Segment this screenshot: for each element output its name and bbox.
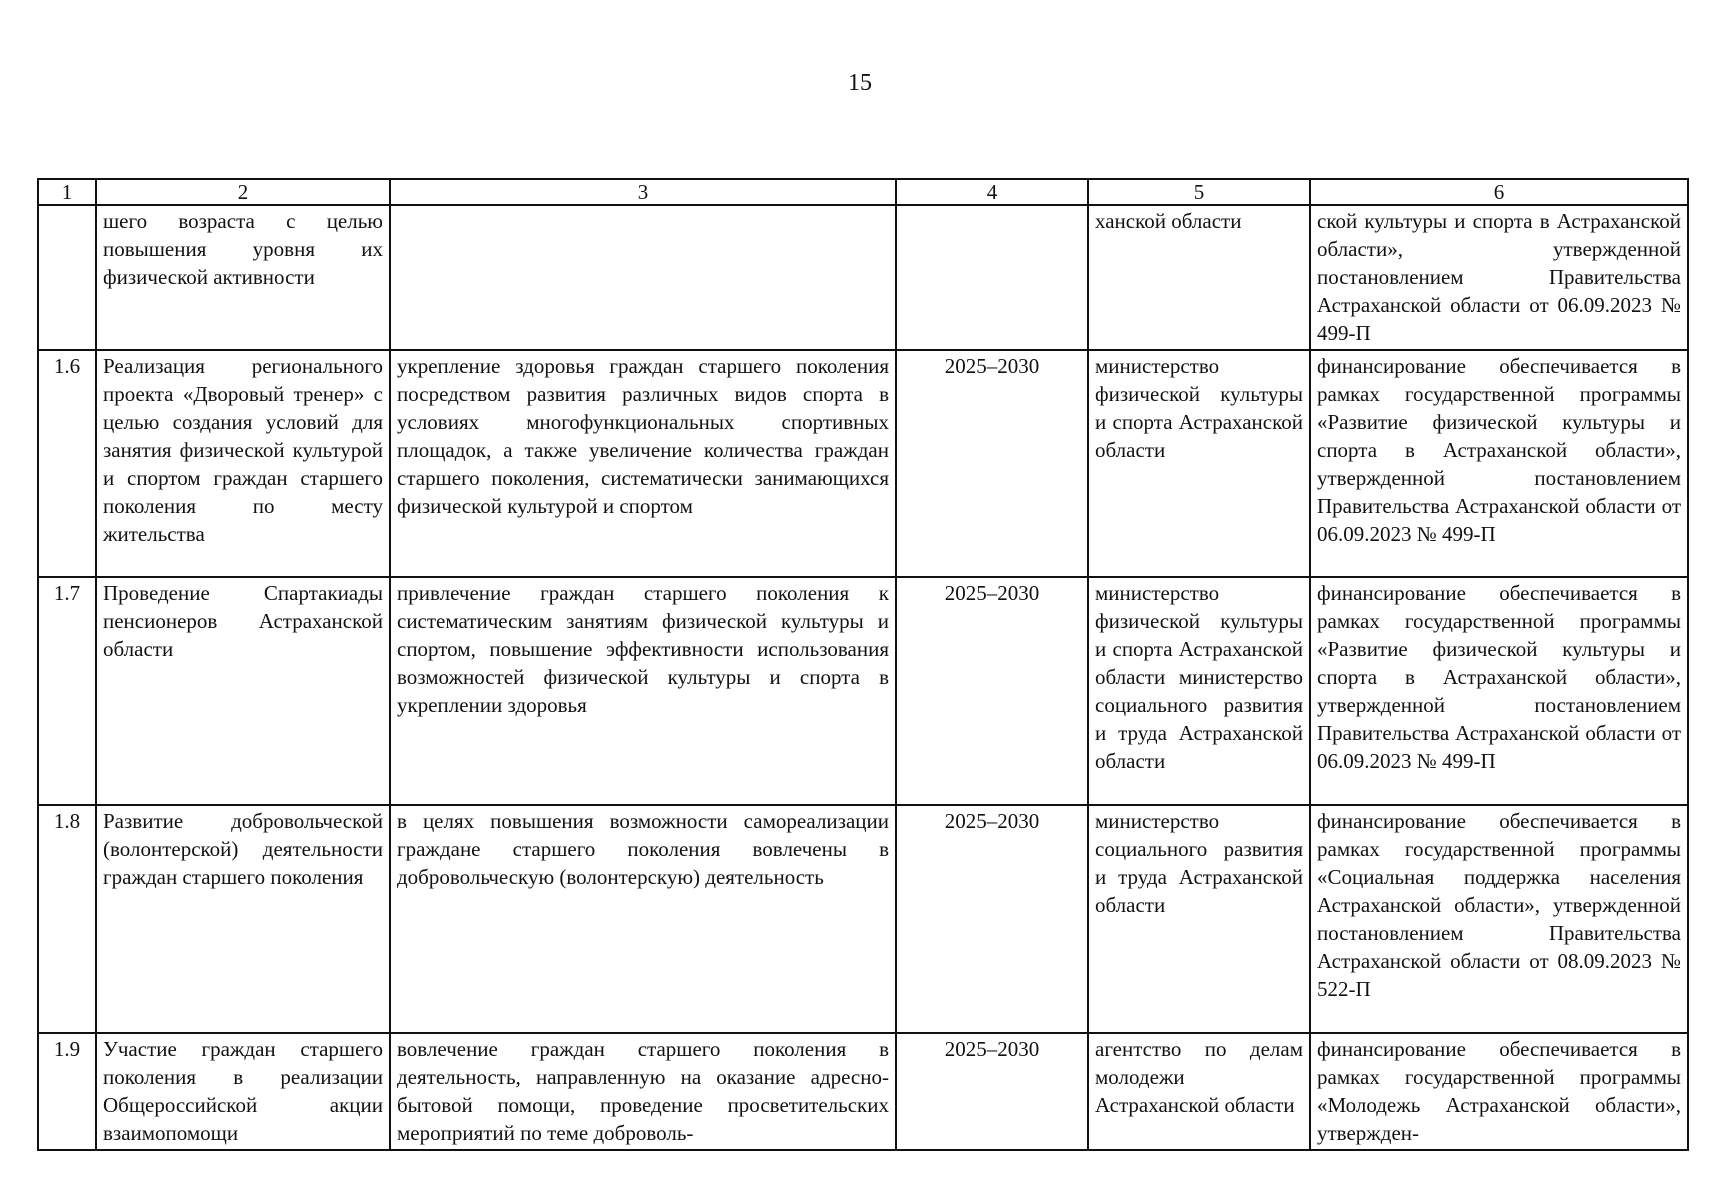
row-number: 1.7 [38, 577, 96, 805]
measures-table [37, 178, 1689, 1151]
financing-source: ской культуры и спорта в Астраханской области», утвержденной постановлением Правительства Астраханской области от 06.09.2023 № 499-П [1310, 205, 1688, 350]
expected-result: привлечение граждан старшего поколения к систематическим занятиям физической культуры и спортом, повышение эффективности использования возможностей физической культуры и спорта в укреплении здоровья [390, 577, 896, 805]
col-header-1: 1 [38, 179, 96, 205]
event-name: Развитие добровольческой (волонтерской) деятельности граждан старшего поколения [96, 805, 390, 1033]
event-name: шего возраста с целью повышения уровня их физической активности [96, 205, 390, 350]
period: 2025–2030 [896, 350, 1088, 577]
col-header-5: 5 [1088, 179, 1310, 205]
financing-source: финансирование обеспечивается в рамках государственной программы «Молодежь Астраханской области», утвержден- [1310, 1033, 1688, 1150]
row-number: 1.8 [38, 805, 96, 1033]
table-row [38, 805, 1688, 1033]
event-name: Участие граждан старшего поколения в реализации Общероссийской акции взаимопомощи [96, 1033, 390, 1150]
page-number: 15 [848, 70, 872, 96]
col-header-4: 4 [896, 179, 1088, 205]
period: 2025–2030 [896, 805, 1088, 1033]
expected-result: в целях повышения возможности самореализации граждане старшего поколения вовлечены в добровольческую (волонтерскую) деятельность [390, 805, 896, 1033]
executor: ханской области [1088, 205, 1310, 350]
table-row [38, 577, 1688, 805]
col-header-2: 2 [96, 179, 390, 205]
financing-source: финансирование обеспечивается в рамках государственной программы «Развитие физической культуры и спорта в Астраханской области», утвержденной постановлением Правительства Астраханской области от 06.09.2023 № 499-П [1310, 577, 1688, 805]
expected-result: укрепление здоровья граждан старшего поколения посредством развития различных видов спорта в условиях многофункциональных спортивных площадок, а также увеличение количества граждан старшего поколения, систематически занимающихся физической культурой и спортом [390, 350, 896, 577]
period: 2025–2030 [896, 1033, 1088, 1150]
event-name: Проведение Спартакиады пенсионеров Астраханской области [96, 577, 390, 805]
table-row [38, 205, 1688, 350]
executor: министерство физической культуры и спорта Астраханской области министерство социального развития и труда Астраханской области [1088, 577, 1310, 805]
col-header-6: 6 [1310, 179, 1688, 205]
executor: агентство по делам молодежи Астраханской области [1088, 1033, 1310, 1150]
table-header-row [38, 179, 1688, 205]
period: 2025–2030 [896, 577, 1088, 805]
executor: министерство социального развития и труда Астраханской области [1088, 805, 1310, 1033]
row-number: 1.6 [38, 350, 96, 577]
col-header-3: 3 [390, 179, 896, 205]
row-number: 1.9 [38, 1033, 96, 1150]
expected-result: вовлечение граждан старшего поколения в деятельность, направленную на оказание адресно-бытовой помощи, проведение просветительских мероприятий по теме доброволь- [390, 1033, 896, 1150]
period [896, 205, 1088, 350]
executor: министерство физической культуры и спорта Астраханской области [1088, 350, 1310, 577]
expected-result [390, 205, 896, 350]
financing-source: финансирование обеспечивается в рамках государственной программы «Развитие физической культуры и спорта в Астраханской области», утвержденной постановлением Правительства Астраханской области от 06.09.2023 № 499-П [1310, 350, 1688, 577]
event-name: Реализация регионального проекта «Дворовый тренер» с целью создания условий для занятия физической культурой и спортом граждан старшего поколения по месту жительства [96, 350, 390, 577]
row-number [38, 205, 96, 350]
table-row [38, 1033, 1688, 1150]
financing-source: финансирование обеспечивается в рамках государственной программы «Социальная поддержка населения Астраханской области», утвержденной постановлением Правительства Астраханской области от 08.09.2023 № 522-П [1310, 805, 1688, 1033]
table-row [38, 350, 1688, 577]
